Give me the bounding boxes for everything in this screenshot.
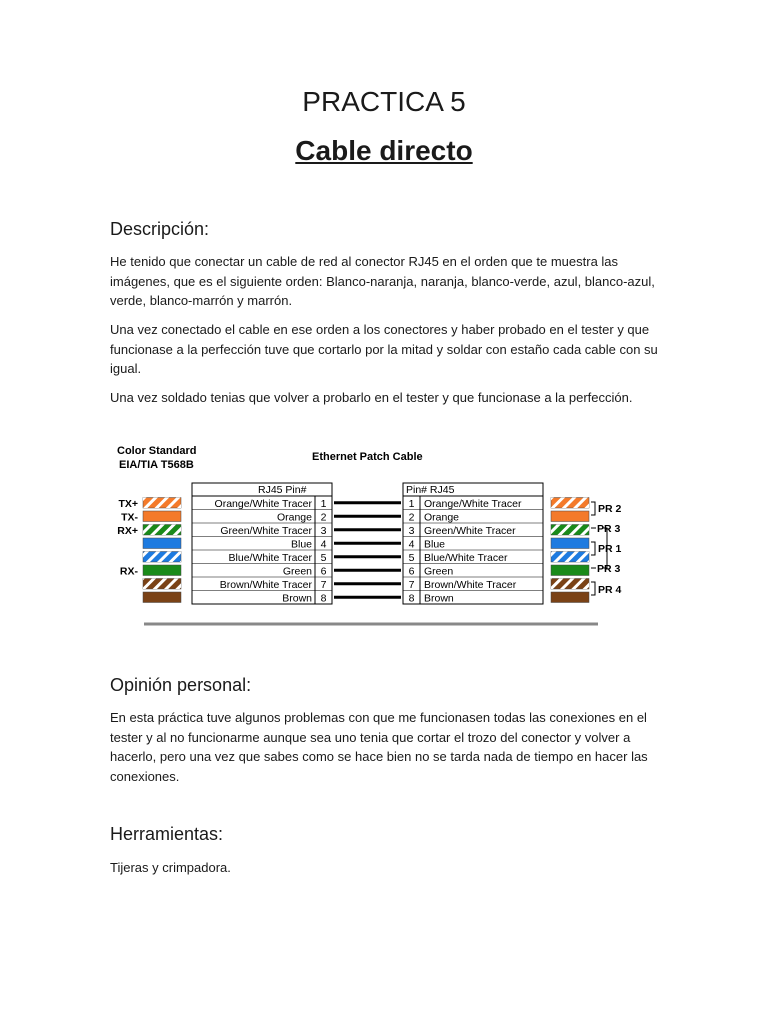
left-pin-2: 2 bbox=[320, 511, 327, 524]
wire-swatch-left-2 bbox=[143, 511, 181, 522]
right-wire-name-3: Green/White Tracer bbox=[424, 524, 516, 537]
paragraph-opinion: En esta práctica tuve algunos problemas con que me funcionasen todas las conexiones en el tester y al no funcionarme aunque sea uno tenia que cortar el trozo del conector y volver a hacerlo, pero una vez que sabes como se hace bien no se tarda nada de tiempo en hacer las conexiones. bbox=[110, 710, 648, 784]
right-wire-name-1: Orange/White Tracer bbox=[424, 497, 522, 510]
right-pin-2: 2 bbox=[408, 511, 415, 524]
left-wire-name-1: Orange/White Tracer bbox=[214, 497, 312, 510]
standard-label-line2: EIA/TIA T568B bbox=[119, 459, 194, 471]
section-heading-descripcion: Descripción: bbox=[110, 219, 210, 239]
left-wire-name-3: Green/White Tracer bbox=[220, 524, 312, 537]
left-pin-7: 7 bbox=[320, 578, 327, 591]
left-wire-name-8: Brown bbox=[282, 592, 312, 605]
paragraph-herramientas: Tijeras y crimpadora. bbox=[110, 860, 231, 875]
right-wire-name-7: Brown/White Tracer bbox=[424, 578, 517, 591]
wire-stripe-left-3 bbox=[143, 525, 181, 536]
wire-swatch-right-4 bbox=[551, 538, 589, 549]
signal-label-6: RX- bbox=[119, 565, 138, 578]
right-pin-1: 1 bbox=[408, 497, 415, 510]
signal-label-3: RX+ bbox=[117, 524, 138, 537]
right-pin-4: 4 bbox=[408, 538, 415, 551]
right-wire-name-2: Orange bbox=[424, 511, 460, 524]
right-pin-6: 6 bbox=[408, 565, 415, 578]
wire-swatch-left-8 bbox=[143, 592, 181, 603]
right-wire-name-5: Blue/White Tracer bbox=[424, 551, 508, 564]
wire-stripe-right-1 bbox=[551, 498, 589, 509]
left-table-header: RJ45 Pin# bbox=[258, 484, 307, 496]
left-pin-5: 5 bbox=[320, 551, 327, 564]
wire-row-1 bbox=[118, 498, 589, 510]
pair-label-pr4: PR 4 bbox=[598, 584, 622, 596]
left-pin-1: 1 bbox=[320, 497, 327, 510]
wire-stripe-left-5 bbox=[143, 552, 181, 563]
page-title: PRACTICA 5 bbox=[302, 86, 466, 117]
standard-label-line1: Color Standard bbox=[117, 445, 197, 457]
paragraph-descripcion-3: Una vez soldado tenias que volver a probarlo en el tester y que funcionase a la perfección. bbox=[110, 390, 633, 405]
section-heading-herramientas: Herramientas: bbox=[110, 824, 224, 844]
wire-stripe-left-1 bbox=[143, 498, 181, 509]
right-pin-5: 5 bbox=[408, 551, 415, 564]
right-pin-8: 8 bbox=[408, 592, 415, 605]
right-pin-3: 3 bbox=[408, 524, 415, 537]
left-pin-4: 4 bbox=[320, 538, 327, 551]
left-wire-name-2: Orange bbox=[276, 511, 312, 524]
left-wire-name-6: Green bbox=[282, 565, 312, 578]
page-subtitle: Cable directo bbox=[295, 135, 473, 166]
wire-stripe-right-5 bbox=[551, 552, 589, 563]
right-table-header: Pin# RJ45 bbox=[406, 484, 455, 496]
paragraph-descripcion-2: Una vez conectado el cable en ese orden a los conectores y haber probado en el tester y que funcionase a la perfección tuve que cortarlo por la mitad y soldar con estaño cada cable con su igual. bbox=[110, 322, 658, 376]
left-pin-3: 3 bbox=[320, 524, 327, 537]
pair-label-pr3-top: PR 3 bbox=[597, 523, 621, 535]
wire-swatch-right-8 bbox=[551, 592, 589, 603]
wire-stripe-right-7 bbox=[551, 579, 589, 590]
ethernet-patch-cable-diagram bbox=[100, 438, 660, 634]
wire-swatch-left-6 bbox=[143, 565, 181, 576]
diagram-title: Ethernet Patch Cable bbox=[312, 451, 423, 463]
right-pin-7: 7 bbox=[408, 578, 415, 591]
signal-label-2: TX- bbox=[121, 511, 138, 524]
right-wire-name-4: Blue bbox=[424, 538, 446, 551]
wire-swatch-left-4 bbox=[143, 538, 181, 549]
pair-label-pr1: PR 1 bbox=[598, 543, 622, 555]
right-wire-name-8: Brown bbox=[424, 592, 454, 605]
pair-label-pr2: PR 2 bbox=[598, 503, 622, 515]
left-pin-6: 6 bbox=[320, 565, 327, 578]
left-wire-name-4: Blue bbox=[290, 538, 312, 551]
wire-swatch-right-6 bbox=[551, 565, 589, 576]
left-wire-name-5: Blue/White Tracer bbox=[228, 551, 312, 564]
left-wire-name-7: Brown/White Tracer bbox=[219, 578, 312, 591]
section-heading-opinion: Opinión personal: bbox=[110, 675, 252, 695]
pair-label-pr3-bottom: PR 3 bbox=[597, 563, 621, 575]
signal-label-1: TX+ bbox=[118, 497, 138, 510]
right-wire-name-6: Green bbox=[424, 565, 454, 578]
wire-stripe-left-7 bbox=[143, 579, 181, 590]
wire-stripe-right-3 bbox=[551, 525, 589, 536]
wire-swatch-right-2 bbox=[551, 511, 589, 522]
left-pin-8: 8 bbox=[320, 592, 327, 605]
paragraph-descripcion-1: He tenido que conectar un cable de red al conector RJ45 en el orden que te muestra las imágenes, que es el siguiente orden: Blanco-naranja, naranja, blanco-verde, azul, blanco-azul, verde, blanco-marrón y marrón. bbox=[110, 254, 655, 308]
